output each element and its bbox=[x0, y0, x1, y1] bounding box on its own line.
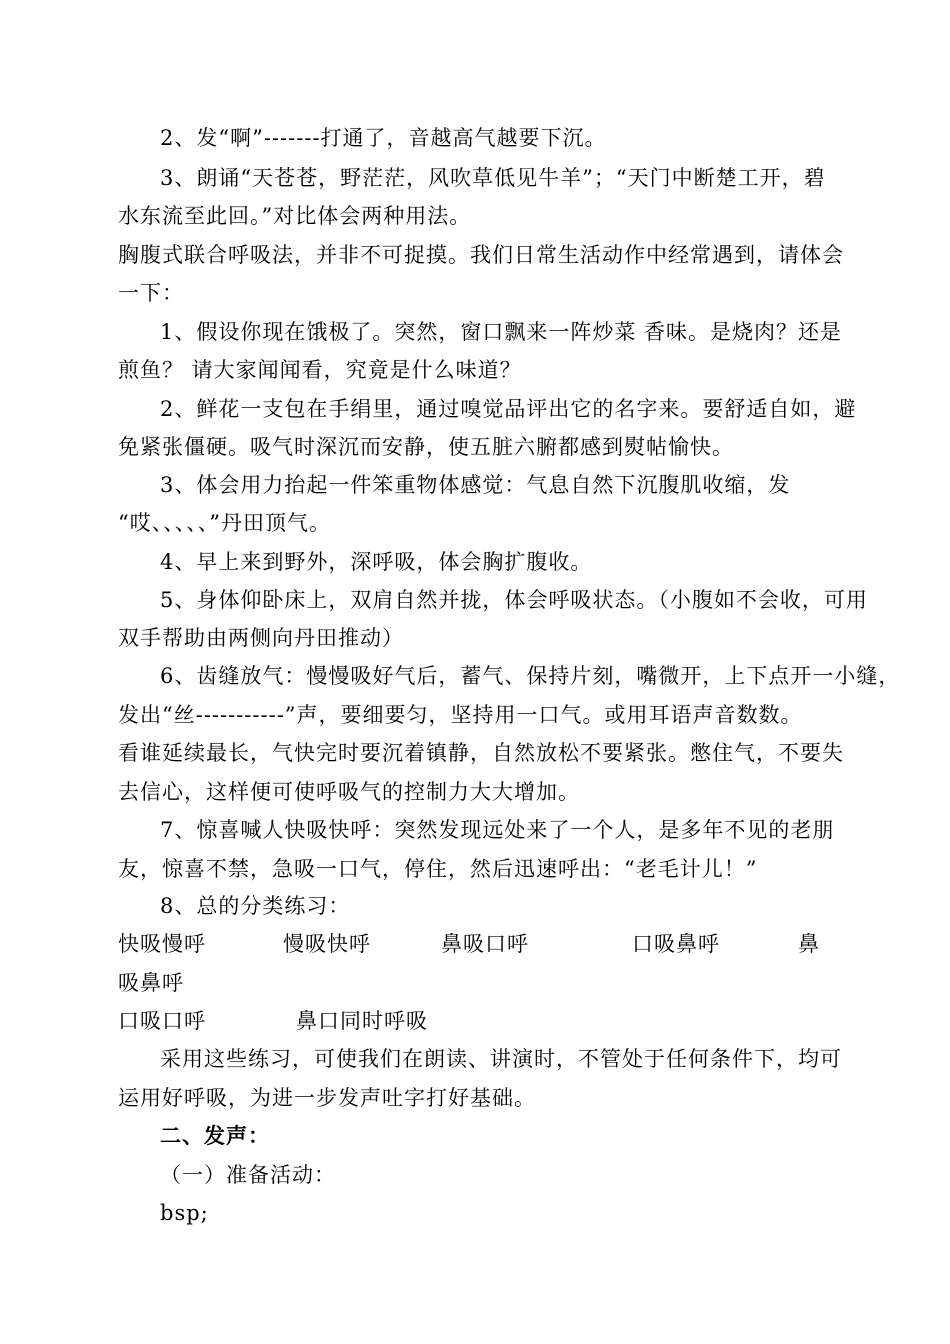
drill-item: 鼻吸口呼 bbox=[441, 932, 529, 956]
subsection-heading: （一）准备活动： bbox=[160, 1163, 336, 1187]
drill-item: 口吸鼻呼 bbox=[632, 932, 720, 956]
line-18: 去信心，这样便可使呼吸气的控制力大大增加。 bbox=[118, 780, 580, 804]
line-10: 3、体会用力抬起一件笨重物体感觉：气息自然下沉腹肌收缩，发 bbox=[160, 473, 791, 497]
closing-line-2: 运用好呼吸，为进一步发声吐字打好基础。 bbox=[118, 1086, 536, 1110]
section-heading: 二、发声： bbox=[160, 1123, 270, 1148]
line-20: 友，惊喜不禁，急吸一口气，停住，然后迅速呼出：“老毛计儿！” bbox=[118, 857, 758, 881]
drill-row-1-wrap: 吸鼻呼 bbox=[118, 971, 184, 995]
drill-item: 快吸慢呼 bbox=[118, 932, 206, 956]
closing-line-1: 采用这些练习，可使我们在朗读、讲演时，不管处于任何条件下，均可 bbox=[160, 1047, 842, 1071]
line-3: 水东流至此回。”对比体会两种用法。 bbox=[118, 204, 472, 228]
text-fragment: bsp; bbox=[160, 1201, 209, 1225]
line-14: 双手帮助由两侧向丹田推动） bbox=[118, 626, 404, 650]
line-7: 煎鱼？ 请大家闻闻看，究竟是什么味道？ bbox=[118, 358, 522, 382]
line-13: 5、身体仰卧床上，双肩自然并拢，体会呼吸状态。（小腹如不会收，可用 bbox=[160, 588, 868, 612]
line-17: 看谁延续最长，气快完时要沉着镇静，自然放松不要紧张。憋住气，不要失 bbox=[118, 741, 844, 765]
drill-item: 鼻口同时呼吸 bbox=[296, 1009, 428, 1033]
line-11: “哎、、、、、”丹田顶气。 bbox=[118, 511, 331, 535]
line-1: 2、发“啊”-------打通了，音越高气越要下沉。 bbox=[160, 126, 607, 150]
drill-item: 口吸口呼 bbox=[118, 1009, 206, 1033]
drill-item: 鼻 bbox=[798, 932, 820, 956]
line-4: 胸腹式联合呼吸法，并非不可捉摸。我们日常生活动作中经常遇到，请体会 bbox=[118, 243, 844, 267]
line-12: 4、早上来到野外，深呼吸，体会胸扩腹收。 bbox=[160, 550, 593, 574]
line-6: 1、假设你现在饿极了。突然，窗口飘来一阵炒菜 香味。是烧肉？还是 bbox=[160, 320, 843, 344]
line-2: 3、朗诵“天苍苍，野茫茫，风吹草低见牛羊”；“天门中断楚工开，碧 bbox=[160, 166, 826, 190]
line-15: 6、齿缝放气：慢慢吸好气后，蓄气、保持片刻，嘴微开，上下点开一小缝， bbox=[160, 664, 901, 688]
line-8: 2、鲜花一支包在手绢里，通过嗅觉品评出它的名字来。要舒适自如，避 bbox=[160, 397, 857, 421]
line-16: 发出“丝-----------”声，要细要匀，坚持用一口气。或用耳语声音数数。 bbox=[118, 703, 803, 727]
drill-item: 慢吸快呼 bbox=[283, 932, 371, 956]
line-5: 一下： bbox=[118, 281, 184, 305]
line-21: 8、总的分类练习： bbox=[160, 894, 351, 918]
line-9: 免紧张僵硬。吸气时深沉而安静，使五脏六腑都感到熨帖愉快。 bbox=[118, 435, 734, 459]
line-19: 7、惊喜喊人快吸快呼：突然发现远处来了一个人，是多年不见的老朋 bbox=[160, 818, 835, 842]
